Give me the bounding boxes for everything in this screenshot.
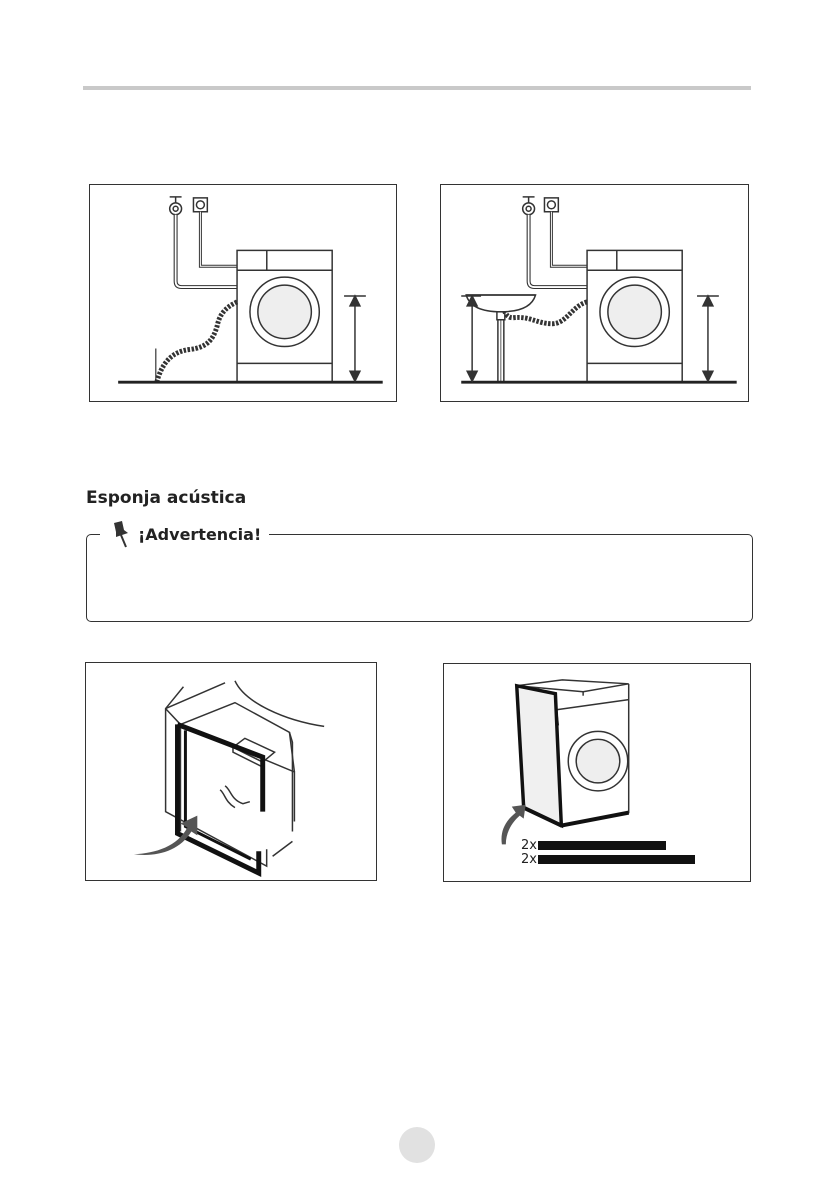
warning-label: ¡Advertencia! bbox=[138, 524, 262, 544]
section-title-acoustic-sponge: Esponja acústica bbox=[86, 488, 247, 508]
curved-arrow-icon bbox=[134, 816, 197, 855]
sink-basin bbox=[466, 295, 535, 382]
machine-height-arrow bbox=[697, 296, 719, 381]
kit-item-1-quantity: 2x bbox=[521, 838, 537, 853]
warning-header bbox=[100, 520, 269, 548]
washing-machine bbox=[587, 250, 682, 382]
figure-sink-drain bbox=[440, 184, 749, 402]
kit-item-1 bbox=[521, 838, 666, 853]
sponge-attach-illustration bbox=[86, 663, 376, 880]
water-tap-icon bbox=[523, 197, 535, 215]
kit-item-2-quantity: 2x bbox=[521, 852, 537, 867]
page-number-disc bbox=[399, 1127, 435, 1163]
floor-drain-illustration bbox=[90, 185, 396, 401]
power-socket-icon bbox=[193, 198, 207, 212]
power-socket-icon bbox=[544, 198, 558, 212]
kit-item-2 bbox=[521, 852, 695, 867]
washing-machine bbox=[237, 250, 332, 382]
sink-drain-illustration bbox=[441, 185, 748, 401]
pushpin-icon bbox=[108, 520, 134, 548]
header-rule bbox=[83, 86, 751, 90]
water-tap-icon bbox=[170, 197, 182, 215]
kit-item-2-redacted-bar bbox=[538, 855, 695, 864]
figure-sponge-attach bbox=[85, 662, 377, 881]
height-arrow bbox=[344, 296, 366, 381]
kit-item-1-redacted-bar bbox=[538, 841, 666, 850]
figure-floor-drain bbox=[89, 184, 397, 402]
